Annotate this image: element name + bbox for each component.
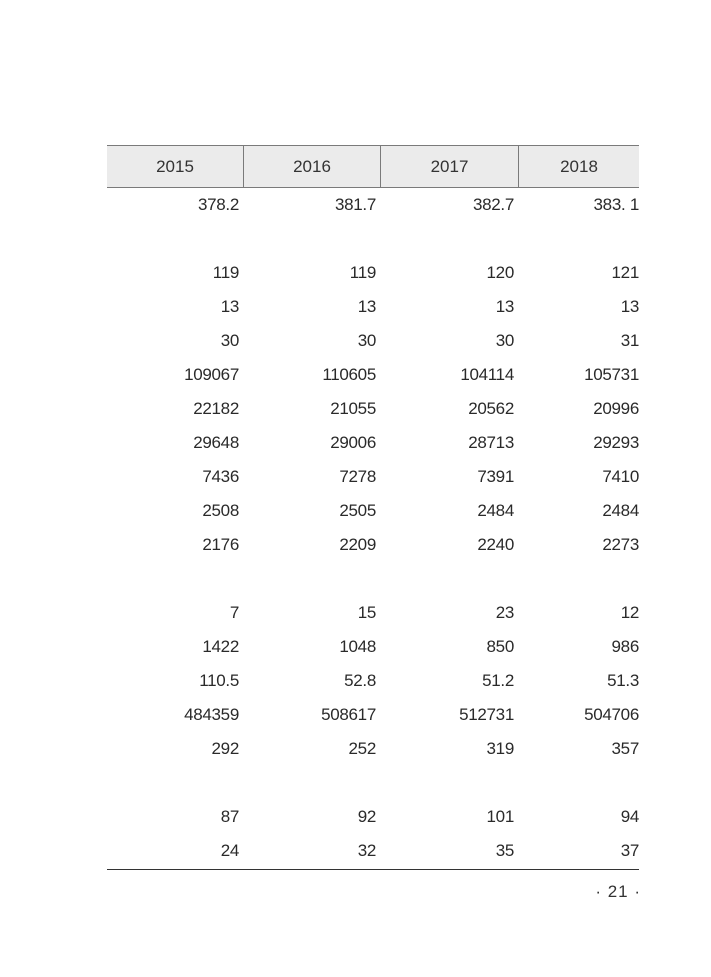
- header-year-2015: 2015: [156, 156, 194, 176]
- table-cell: 119: [349, 263, 376, 282]
- table-cell: 110.5: [199, 671, 239, 690]
- table-cell: 37: [620, 841, 639, 860]
- table-cell: 13: [357, 297, 376, 316]
- table-cell: 1048: [339, 637, 376, 656]
- table-cell: 105731: [584, 365, 639, 384]
- table-row: [107, 392, 639, 426]
- table-body: [107, 188, 639, 868]
- table-cell: 121: [611, 263, 639, 282]
- table-cell: 13: [620, 297, 639, 316]
- table-cell: 2484: [477, 501, 514, 520]
- table-cell: 986: [611, 637, 639, 656]
- table-cell: 2484: [602, 501, 639, 520]
- table-row: [107, 494, 639, 528]
- table-row: [107, 596, 639, 630]
- table-cell: 22182: [193, 399, 239, 418]
- table-cell: 92: [357, 807, 376, 826]
- table-cell: 292: [211, 739, 239, 758]
- table-cell: 29648: [193, 433, 239, 452]
- table-cell: 2505: [339, 501, 376, 520]
- table-cell: 2273: [602, 535, 639, 554]
- table-cell: 51.2: [482, 671, 514, 690]
- table-cell: 20996: [593, 399, 639, 418]
- table-row: [107, 630, 639, 664]
- table-cell: 31: [620, 331, 639, 350]
- table-row: [107, 528, 639, 562]
- table-cell: 252: [348, 739, 376, 758]
- table-cell: 32: [357, 841, 376, 860]
- table-spacer-row: [107, 222, 639, 256]
- table-cell: 23: [495, 603, 514, 622]
- table-cell: 1422: [202, 637, 239, 656]
- table-cell: 2176: [202, 535, 239, 554]
- table-cell: 109067: [184, 365, 239, 384]
- table-cell: 512731: [459, 705, 514, 724]
- table-cell: 7: [229, 603, 239, 622]
- table-row: [107, 324, 639, 358]
- table-cell: 319: [486, 739, 514, 758]
- table-cell: 30: [495, 331, 514, 350]
- table-cell: 508617: [321, 705, 376, 724]
- table-cell: 35: [495, 841, 514, 860]
- table-cell: 15: [357, 603, 376, 622]
- table-cell: 120: [486, 263, 514, 282]
- table-cell: 29293: [593, 433, 639, 452]
- header-year-2017: 2017: [380, 146, 518, 187]
- table-cell: 29006: [330, 433, 376, 452]
- table-row: [107, 800, 639, 834]
- table-row: [107, 358, 639, 392]
- table-cell: 504706: [584, 705, 639, 724]
- table-cell: 52.8: [344, 671, 376, 690]
- table-cell: 7391: [477, 467, 514, 486]
- table-cell: 382.7: [472, 195, 514, 214]
- table-cell: 94: [620, 807, 639, 826]
- table-cell: 30: [220, 331, 239, 350]
- table-cell: 119: [212, 263, 239, 282]
- table-row: [107, 732, 639, 766]
- table-cell: 7436: [202, 467, 239, 486]
- table-cell: 87: [220, 807, 239, 826]
- table-header-row: [107, 145, 639, 188]
- table-row: [107, 426, 639, 460]
- table-cell: 2209: [339, 535, 376, 554]
- table-cell: 2508: [202, 501, 239, 520]
- table-row: [107, 664, 639, 698]
- table-spacer-row: [107, 766, 639, 800]
- table-cell: 101: [486, 807, 514, 826]
- table-cell: 20562: [468, 399, 514, 418]
- table-row: [107, 188, 639, 222]
- table-cell: 7410: [602, 467, 639, 486]
- table-cell: 30: [357, 331, 376, 350]
- table-bottom-rule: [107, 869, 639, 870]
- table-cell: 357: [611, 739, 639, 758]
- table-cell: 28713: [468, 433, 514, 452]
- table-cell: 12: [620, 603, 639, 622]
- table-row: [107, 460, 639, 494]
- table-cell: 7278: [339, 467, 376, 486]
- header-year-2016: 2016: [243, 146, 380, 187]
- table-row: [107, 256, 639, 290]
- table-row: [107, 290, 639, 324]
- header-year-2018: 2018: [518, 146, 639, 187]
- table-cell: 104114: [460, 365, 514, 384]
- table-cell: 24: [220, 841, 239, 860]
- table-cell: 378.2: [197, 195, 239, 214]
- table-cell: 850: [486, 637, 514, 656]
- data-table: [107, 145, 639, 868]
- table-cell: 110605: [322, 365, 376, 384]
- page-number: · 21 ·: [595, 882, 641, 901]
- table-cell: 2240: [477, 535, 514, 554]
- table-spacer-row: [107, 562, 639, 596]
- table-row: [107, 834, 639, 868]
- table-cell: 21055: [330, 399, 376, 418]
- table-cell: 51.3: [607, 671, 639, 690]
- table-row: [107, 698, 639, 732]
- table-cell: 13: [495, 297, 514, 316]
- table-cell: 383. 1: [593, 195, 639, 214]
- table-cell: 484359: [184, 705, 239, 724]
- table-cell: 381.7: [334, 195, 376, 214]
- table-cell: 13: [220, 297, 239, 316]
